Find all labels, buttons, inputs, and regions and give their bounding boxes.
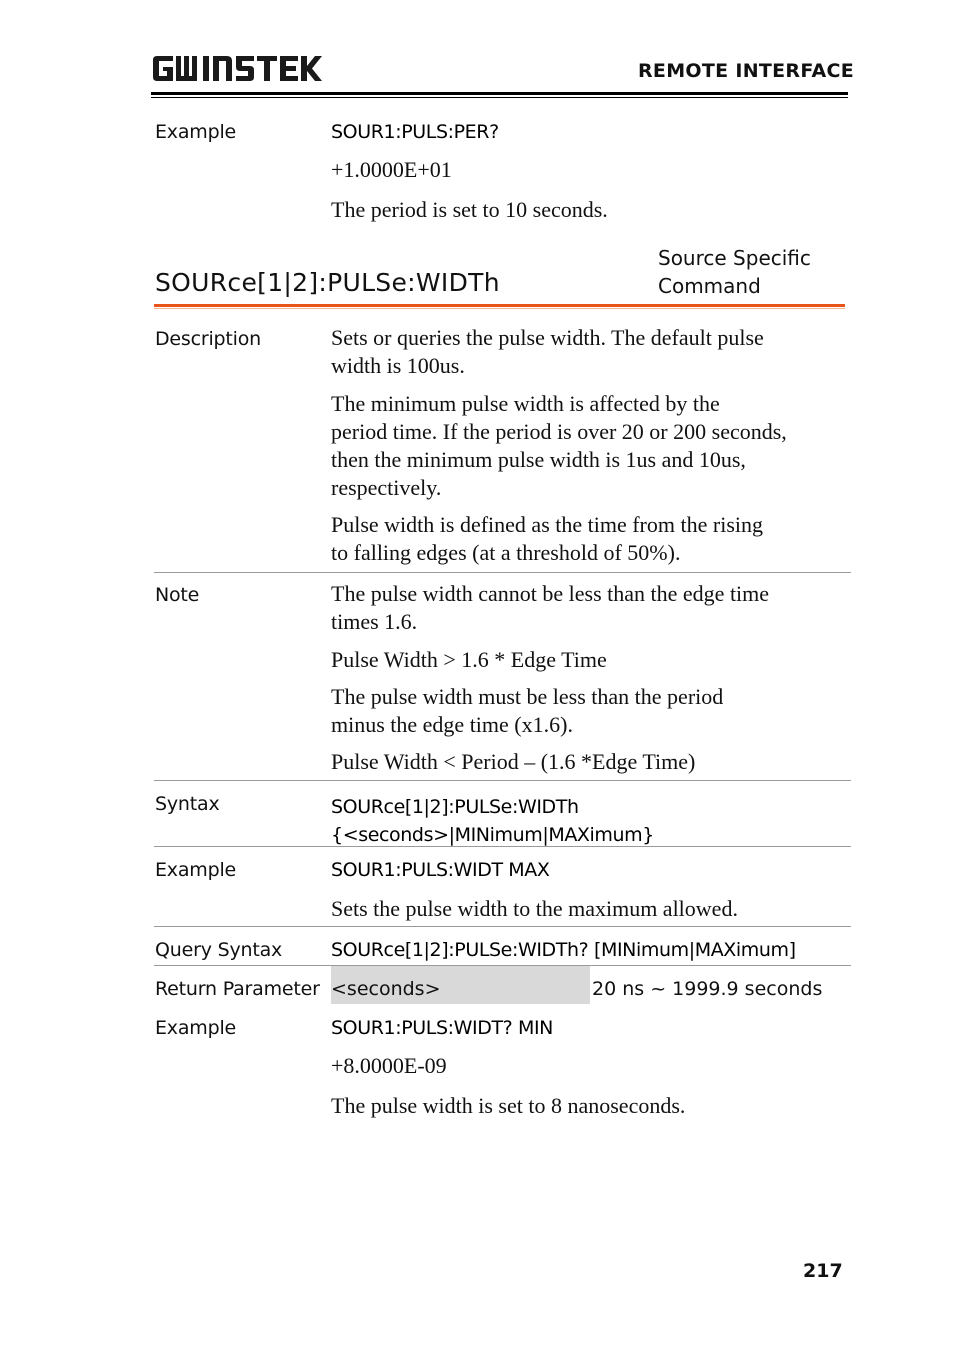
gw-instek-logo: [153, 56, 323, 82]
syntax-label: Syntax: [155, 793, 220, 815]
header-rule-thin: [151, 97, 848, 98]
prev-example-description: The period is set to 10 seconds.: [331, 197, 608, 222]
brand-logo-icon: [153, 56, 323, 82]
divider: [154, 926, 851, 927]
text-line: minus the edge time (x1.6).: [331, 712, 573, 737]
command-type-line2: Command: [658, 274, 761, 298]
example-command: SOUR1:PULS:WIDT MAX: [331, 859, 550, 881]
text-line: width is 100us.: [331, 353, 465, 378]
command-type-line1: Source Specific: [658, 246, 811, 270]
command-type: [658, 244, 811, 300]
prev-example-label: Example: [155, 121, 237, 143]
description-paragraph-1: [331, 324, 764, 380]
header-section-title: REMOTE INTERFACE: [638, 60, 854, 82]
query-syntax-label: Query Syntax: [155, 939, 283, 961]
divider: [154, 780, 851, 781]
return-parameter-range: 20 ns ~ 1999.9 seconds: [592, 978, 823, 1000]
page-number: 217: [803, 1260, 843, 1282]
description-paragraph-3: [331, 511, 763, 567]
prev-example-command: SOUR1:PULS:PER?: [331, 121, 499, 143]
header-rule: [151, 92, 848, 95]
text-line: The minimum pulse width is affected by the: [331, 391, 720, 416]
syntax-line: SOURce[1|2]:PULSe:WIDTh: [331, 796, 579, 818]
query-example-description: The pulse width is set to 8 nanoseconds.: [331, 1093, 686, 1118]
query-example-command: SOUR1:PULS:WIDT? MIN: [331, 1017, 553, 1039]
note-paragraph-1: [331, 580, 769, 636]
prev-example-response: +1.0000E+01: [331, 157, 452, 182]
text-line: to falling edges (at a threshold of 50%).: [331, 540, 681, 565]
section-accent-rule-thin: [154, 308, 845, 309]
query-example-response: +8.0000E-09: [331, 1053, 447, 1078]
example-label: Example: [155, 859, 237, 881]
note-label: Note: [155, 584, 200, 606]
syntax-line: {<seconds>|MINimum|MAXimum}: [331, 824, 654, 846]
note-paragraph-2: [331, 683, 723, 739]
text-line: Pulse width is defined as the time from the rising: [331, 512, 763, 537]
return-parameter-name: <seconds>: [331, 978, 441, 1000]
section-accent-rule: [154, 304, 845, 307]
text-line: then the minimum pulse width is 1us and 10us,: [331, 447, 746, 472]
text-line: Sets or queries the pulse width. The default pulse: [331, 325, 764, 350]
description-paragraph-2: [331, 390, 787, 502]
divider: [154, 846, 851, 847]
query-example-label: Example: [155, 1017, 237, 1039]
text-line: The pulse width cannot be less than the edge time: [331, 581, 770, 606]
note-formula-2: Pulse Width < Period – (1.6 *Edge Time): [331, 749, 696, 774]
example-description: Sets the pulse width to the maximum allowed.: [331, 896, 738, 921]
note-formula-1: Pulse Width > 1.6 * Edge Time: [331, 647, 607, 672]
text-line: The pulse width must be less than the period: [331, 684, 724, 709]
divider: [154, 572, 851, 573]
text-line: period time. If the period is over 20 or 200 seconds,: [331, 419, 787, 444]
query-syntax-command: SOURce[1|2]:PULSe:WIDTh? [MINimum|MAXimum]: [331, 939, 796, 961]
description-label: Description: [155, 328, 262, 350]
syntax-command: [331, 793, 654, 849]
text-line: times 1.6.: [331, 609, 418, 634]
text-line: respectively.: [331, 475, 442, 500]
return-parameter-label: Return Parameter: [155, 978, 320, 1000]
command-title: SOURce[1|2]:PULSe:WIDTh: [155, 268, 500, 297]
